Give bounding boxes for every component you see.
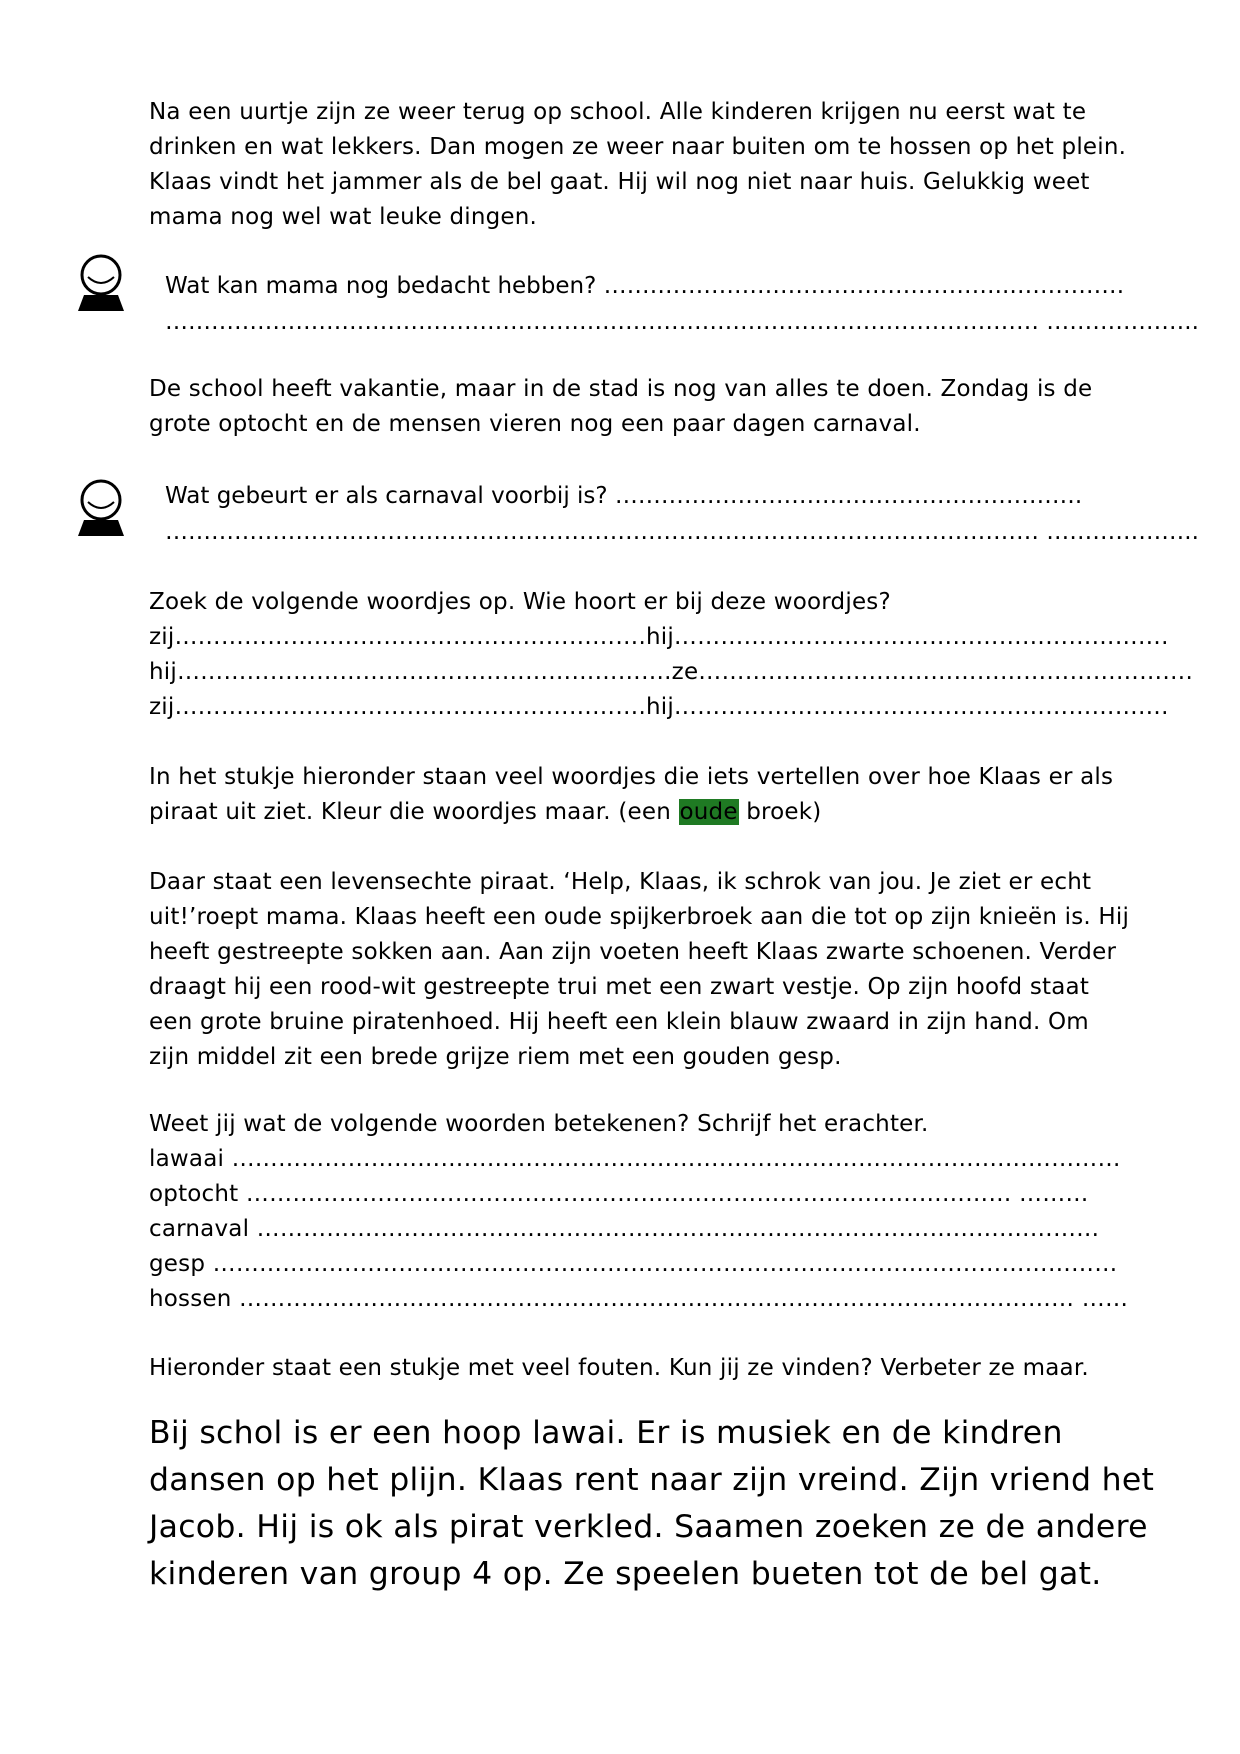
intro-paragraph (149, 95, 1139, 235)
section-instruction: Weet jij wat de volgende woorden betekenen? Schrijf het erachter. (149, 1111, 929, 1137)
question-label: Wat kan mama nog bedacht hebben? ……………………………………………..…………… (165, 273, 1125, 299)
text-line: een grote bruine piratenhoed. Hij heeft een klein blauw zwaard in zijn hand. Om (149, 1009, 1089, 1035)
text-line: Daar staat een levensechte piraat. ‘Help, Klaas, ik schrok van jou. Je ziet er echt (149, 869, 1092, 895)
definition-row[interactable]: hossen ……………………………………………………………………………………………… …… (149, 1286, 1129, 1312)
text-line: Na een uurtje zijn ze weer terug op school. Alle kinderen krijgen nu eerst wat te (149, 99, 1087, 125)
text-line: uit!’roept mama. Klaas heeft een oude spijkerbroek aan die tot op zijn knieën is. Hij (149, 904, 1130, 930)
errors-instruction (149, 1351, 1139, 1386)
definition-row[interactable]: carnaval …………………………………………………………………………………….………… (149, 1216, 1100, 1242)
text-line: kinderen van group 4 op. Ze speelen bueten tot de bel gat. (149, 1556, 1102, 1592)
text-line: mama nog wel wat leuke dingen. (149, 204, 538, 230)
question-label: Wat gebeurt er als carnaval voorbij is? ……………………………………………………. (165, 483, 1083, 509)
word-row[interactable]: zij…………………………………………………….hij………………………………………………………. (149, 694, 1169, 720)
text-fragment: broek) (738, 799, 822, 825)
text-line: De school heeft vakantie, maar in de stad is nog van alles te doen. Zondag is de (149, 376, 1093, 402)
text-line: In het stukje hieronder staan veel woordjes die iets vertellen over hoe Klaas er als (149, 764, 1114, 790)
text-line (149, 795, 1139, 830)
text-line: heeft gestreepte sokken aan. Aan zijn voeten heeft Klaas zwarte schoenen. Verder (149, 939, 1117, 965)
pirate-story (149, 865, 1139, 1075)
error-text-passage (149, 1410, 1155, 1598)
word-row[interactable]: hij……………………………………………………….ze………………………………………………………. (149, 659, 1194, 685)
definition-row[interactable]: gesp ……………………………………………………………………………………………………… (149, 1251, 1118, 1277)
words-section (149, 585, 1194, 725)
crystal-ball-icon (76, 253, 126, 313)
definitions-section (149, 1107, 1139, 1317)
text-line: Bij schol is er een hoop lawai. Er is musiek en de kindren (149, 1415, 1063, 1451)
text-line: Jacob. Hij is ok als pirat verkled. Saamen zoeken ze de andere (149, 1509, 1148, 1545)
question-1 (165, 268, 1199, 340)
definition-row[interactable]: optocht ……………………………………………………………………………………… ……… (149, 1181, 1089, 1207)
answer-line[interactable]: …………………………………………………………………………………………………… ……………….. (165, 519, 1199, 545)
text-line: grote optocht en de mensen vieren nog een paar dagen carnaval. (149, 411, 921, 437)
context-paragraph (149, 372, 1139, 442)
text-line: drinken en wat lekkers. Dan mogen ze weer naar buiten om te hossen op het plein. (149, 134, 1127, 160)
text-line: draagt hij een rood-wit gestreepte trui met een zwart vestje. Op zijn hoofd staat (149, 974, 1090, 1000)
highlighted-word: oude (679, 799, 738, 825)
answer-line[interactable]: …………………………………………………………………………………………………… ……………….. (165, 309, 1199, 335)
word-row[interactable]: zij…………………………………………………….hij………………………………………………………. (149, 624, 1169, 650)
definition-row[interactable]: lawaai ……………………………………………………………………………………….…………… (149, 1146, 1121, 1172)
text-line: Klaas vindt het jammer als de bel gaat. Hij wil nog niet naar huis. Gelukkig weet (149, 169, 1090, 195)
text-line: dansen op het plijn. Klaas rent naar zijn vreind. Zijn vriend het (149, 1462, 1155, 1498)
section-instruction: Zoek de volgende woordjes op. Wie hoort er bij deze woordjes? (149, 589, 891, 615)
question-2 (165, 478, 1199, 550)
text-fragment: piraat uit ziet. Kleur die woordjes maar. (een (149, 799, 679, 825)
color-instruction (149, 760, 1139, 830)
text-line: Hieronder staat een stukje met veel fouten. Kun jij ze vinden? Verbeter ze maar. (149, 1355, 1089, 1381)
text-line: zijn middel zit een brede grijze riem met een gouden gesp. (149, 1044, 842, 1070)
crystal-ball-icon (76, 478, 126, 538)
